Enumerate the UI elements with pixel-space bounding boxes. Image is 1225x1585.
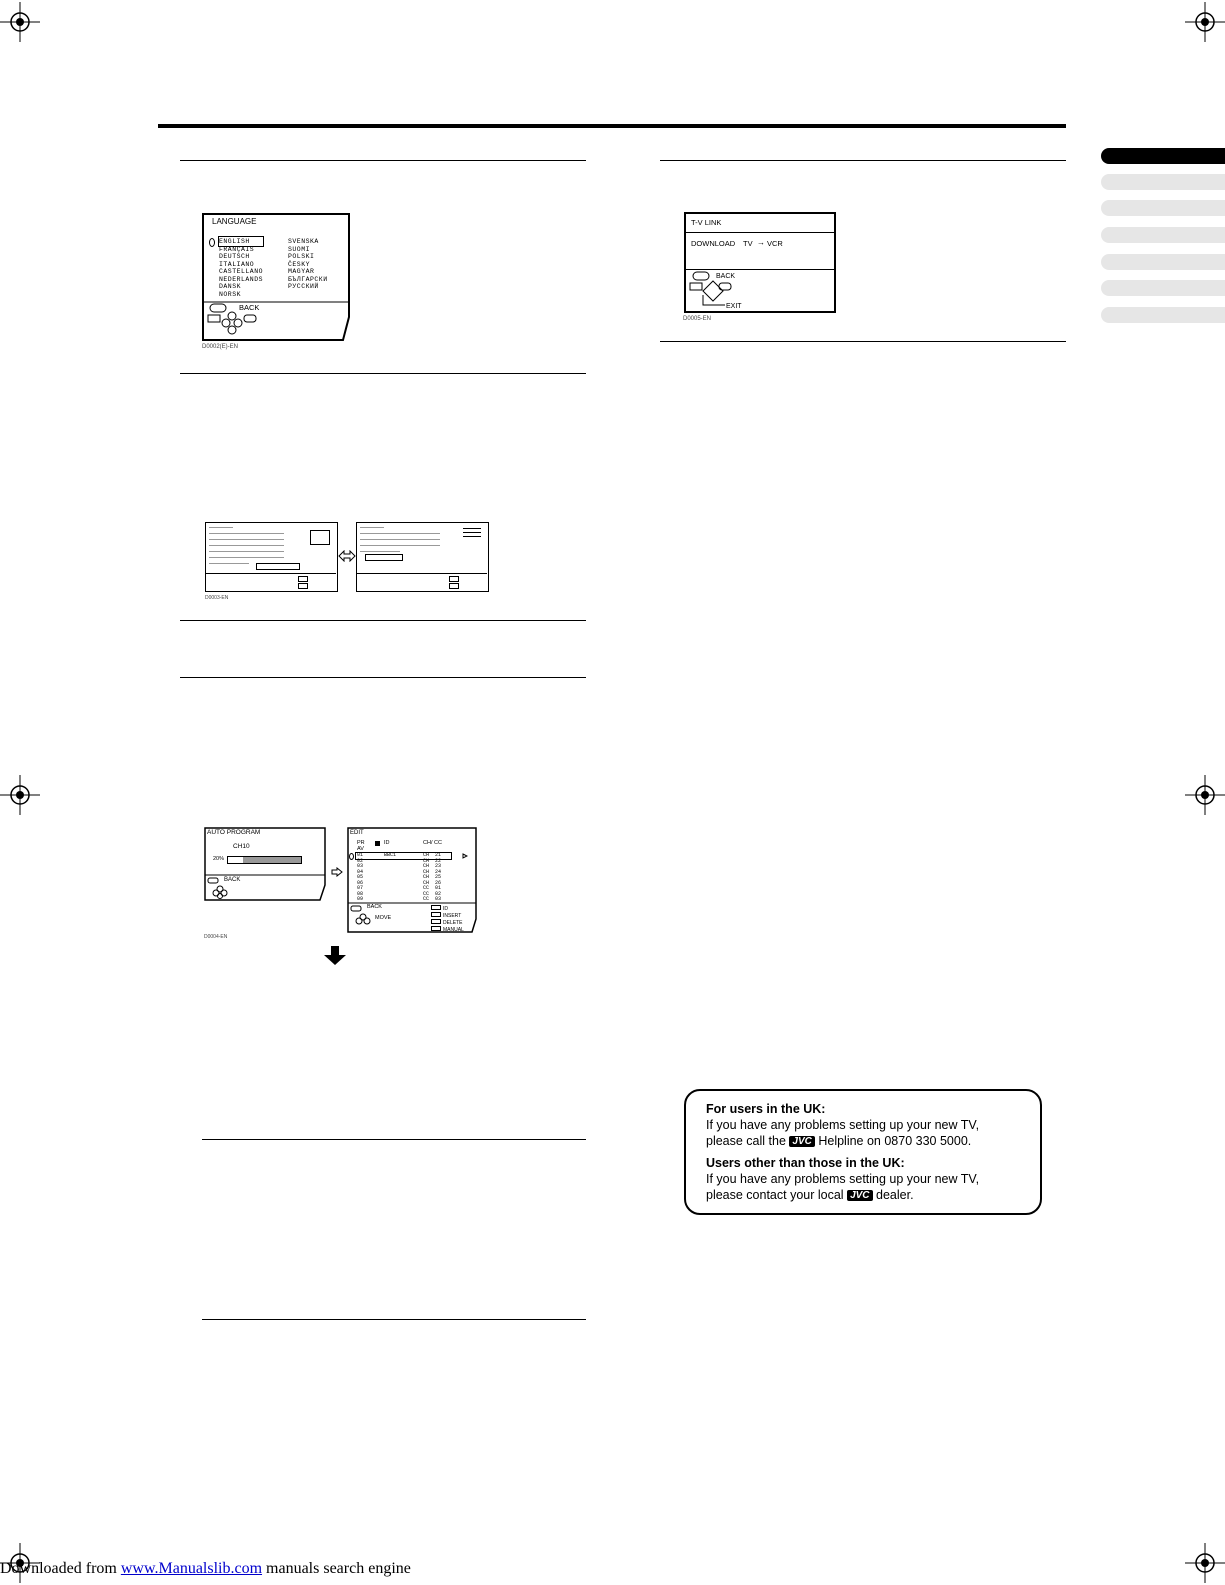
table-row[interactable]: 05 CH 25: [357, 874, 442, 880]
uk-line-2: please call the JVC Helpline on 0870 330 5000.: [706, 1134, 972, 1148]
edit-rows: [357, 853, 447, 903]
channel-label: CH10: [233, 843, 250, 850]
selection-marker-icon: [209, 238, 215, 247]
language-option[interactable]: ČESKY: [288, 260, 311, 268]
figure-code: D0002(E)-EN: [202, 344, 239, 350]
country-screen-right: [356, 522, 489, 592]
col-chcc: CH/ CC: [423, 840, 442, 846]
section-tab: [1101, 307, 1225, 323]
other-heading: Users other than those in the UK:: [706, 1156, 905, 1170]
progress-percent: 20%: [213, 856, 225, 862]
footer-suffix: manuals search engine: [266, 1560, 411, 1577]
registration-mark-mid-right: [1185, 775, 1225, 815]
back-label: BACK: [224, 877, 241, 883]
key-id[interactable]: ID: [431, 905, 464, 912]
table-row[interactable]: 03 CH 23: [357, 863, 442, 869]
section-rule: [180, 160, 586, 161]
jvc-logo: JVC: [847, 1190, 872, 1201]
section-tab: [1101, 200, 1225, 216]
section-rule: [180, 677, 586, 678]
language-option[interactable]: NORSK: [219, 290, 242, 298]
lock-icon: [375, 841, 380, 846]
figure-code: D0004-EN: [204, 934, 228, 940]
language-option[interactable]: POLSKI: [288, 253, 315, 260]
down-arrow-icon: [323, 946, 347, 966]
download-tv: TV: [743, 239, 753, 248]
language-option[interactable]: РУССКИЙ: [288, 283, 319, 290]
section-tab: [1101, 254, 1225, 270]
language-option[interactable]: БЪЛГАРСКИ: [288, 275, 328, 283]
figure-code: D0005-EN: [683, 316, 712, 322]
table-row[interactable]: 07 CC 01: [357, 885, 442, 891]
edit-screen: [347, 827, 477, 933]
registration-mark-bottom-right: [1185, 1543, 1225, 1583]
back-label: BACK: [239, 303, 260, 312]
download-label: DOWNLOAD: [691, 239, 736, 248]
language-option[interactable]: SUOMI: [288, 245, 311, 253]
uk-line-1: If you have any problems setting up your new TV,: [706, 1118, 980, 1132]
language-col1: [219, 238, 263, 298]
arrow-icon: →: [757, 238, 765, 247]
language-option[interactable]: NEDERLANDS: [219, 275, 264, 283]
section-rule: [660, 160, 1066, 161]
right-arrow-icon: [462, 853, 468, 859]
section-rule: [180, 373, 586, 374]
helpline-callout: [684, 1089, 1042, 1215]
auto-program-screen: [204, 827, 326, 901]
header-rule: [158, 124, 1066, 128]
col-av: AV: [357, 846, 364, 852]
move-label: MOVE: [375, 915, 392, 921]
figure-code: D0003-EN: [205, 595, 229, 601]
swap-arrow-icon: [338, 550, 356, 562]
back-label: BACK: [367, 904, 382, 910]
progress-fill: [228, 857, 243, 863]
progress-bar: [227, 856, 302, 864]
section-rule: [202, 1319, 586, 1320]
section-rule: [202, 1139, 586, 1140]
key-manual[interactable]: MANUAL: [431, 926, 464, 933]
edit-key-legend: [431, 905, 464, 933]
exit-label: EXIT: [726, 303, 742, 310]
download-footer: [0, 1560, 411, 1578]
back-label: BACK: [716, 273, 736, 280]
col-id: ID: [384, 840, 390, 846]
registration-mark-mid-left: [0, 775, 40, 815]
key-insert[interactable]: INSERT: [431, 912, 464, 919]
edit-title: EDIT: [350, 830, 364, 836]
next-arrow-icon: [331, 867, 343, 877]
manualslib-link[interactable]: www.Manualslib.com: [120, 1560, 263, 1577]
table-row[interactable]: 04 CH 24: [357, 868, 442, 875]
jvc-logo: JVC: [789, 1136, 814, 1147]
other-line-1: If you have any problems setting up your new TV,: [706, 1172, 980, 1186]
col-pr: PR: [357, 840, 365, 846]
section-tab: [1101, 227, 1225, 243]
language-option[interactable]: ITALIANO: [219, 260, 255, 268]
section-tab: [1101, 174, 1225, 190]
table-row[interactable]: 09 CC 03: [357, 896, 442, 902]
language-screen: [202, 213, 350, 341]
table-row[interactable]: 08 CC 02: [357, 890, 442, 897]
section-tab-active: [1101, 148, 1225, 164]
uk-heading: For users in the UK:: [706, 1102, 826, 1116]
language-col2: [288, 238, 328, 291]
country-screen-left: [205, 522, 338, 592]
section-rule: [660, 341, 1066, 342]
language-option[interactable]: DANSK: [219, 283, 242, 290]
selection-marker-icon: [349, 853, 354, 860]
table-row[interactable]: 01 BBC1 CH 21: [357, 852, 442, 858]
language-option[interactable]: FRANÇAIS: [219, 245, 255, 253]
section-rule: [180, 620, 586, 621]
footer-prefix: Downloaded from: [0, 1560, 117, 1577]
section-tab: [1101, 280, 1225, 296]
language-option[interactable]: DEUTSCH: [219, 253, 250, 260]
tvlink-title: T-V LINK: [691, 218, 722, 227]
language-option[interactable]: SVENSKA: [288, 238, 319, 245]
language-option[interactable]: MAGYAR: [288, 268, 315, 275]
key-delete[interactable]: DELETE: [431, 919, 464, 926]
table-row[interactable]: 06 CH 26: [357, 879, 442, 886]
registration-mark-top-right: [1185, 2, 1225, 42]
other-line-2: please contact your local JVC dealer.: [706, 1188, 914, 1202]
language-option[interactable]: ENGLISH: [219, 238, 250, 245]
tvlink-screen: [684, 212, 836, 313]
table-row[interactable]: 02 CH 22: [357, 857, 442, 864]
language-title: LANGUAGE: [212, 217, 257, 226]
registration-mark-top-left: [0, 2, 40, 42]
language-option[interactable]: CASTELLANO: [219, 268, 264, 275]
download-vcr: VCR: [767, 239, 783, 248]
auto-program-title: AUTO PROGRAM: [207, 829, 261, 836]
